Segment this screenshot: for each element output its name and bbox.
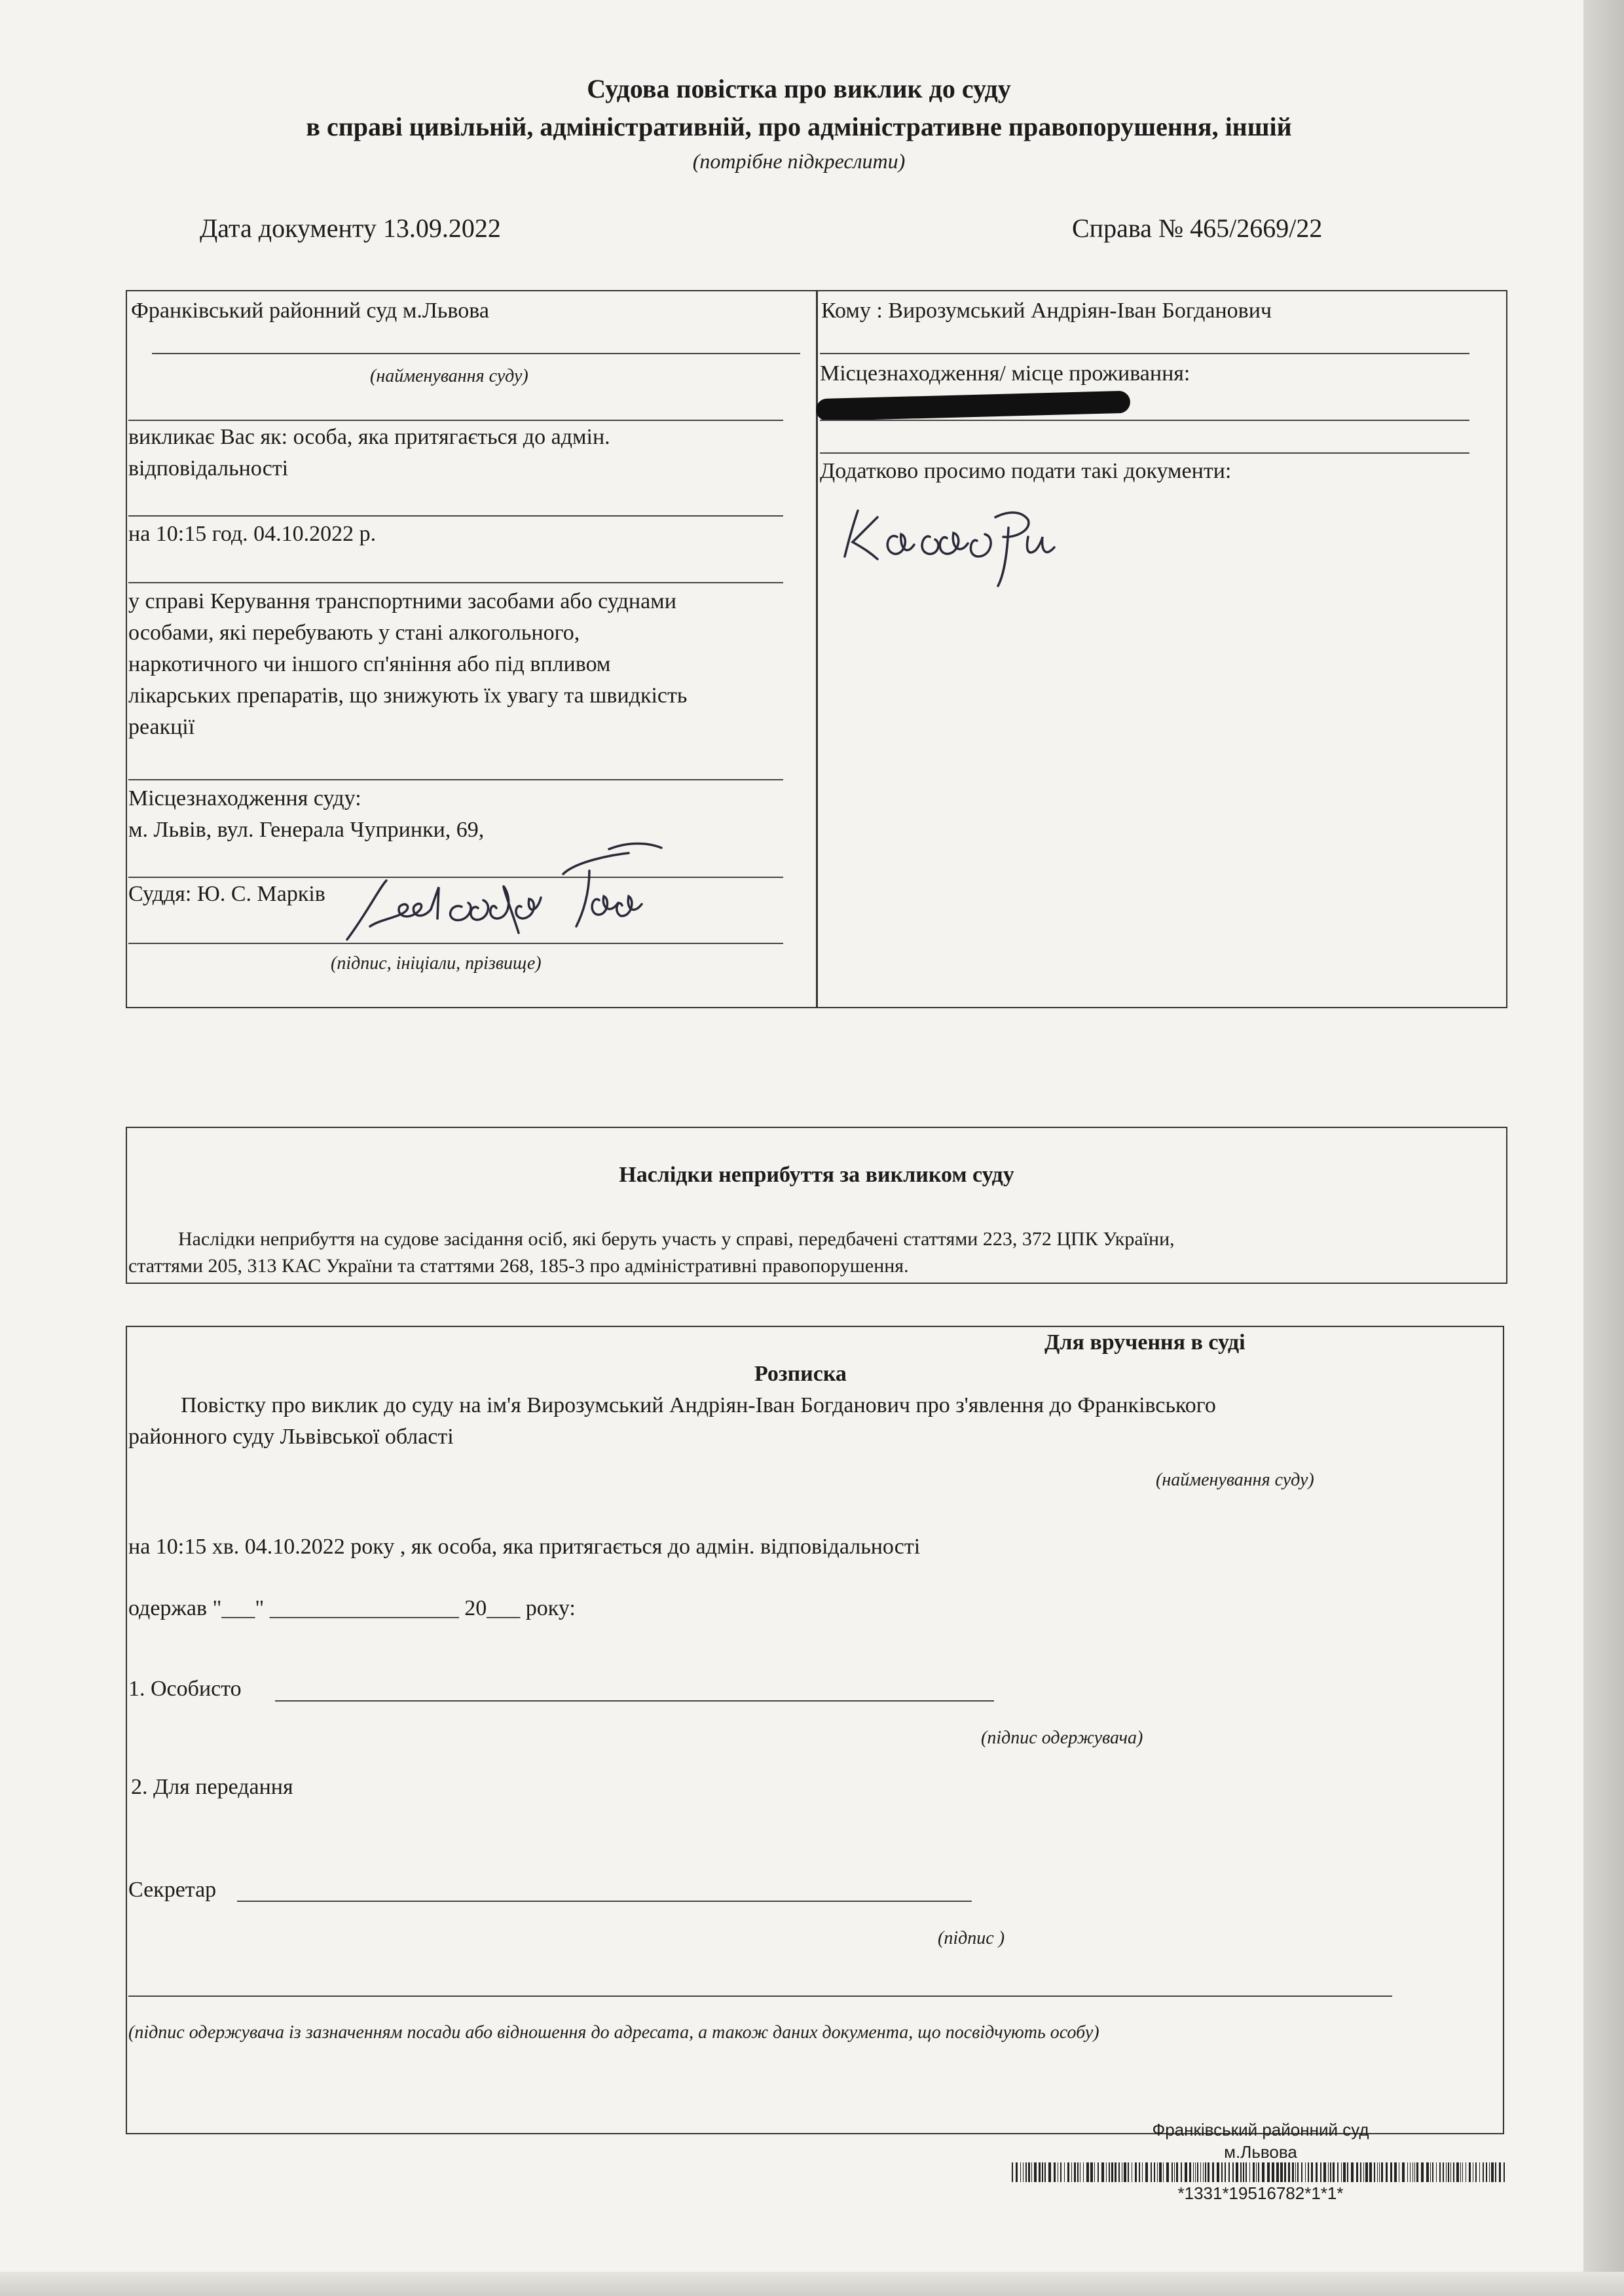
receipt-line-2: районного суду Львівської області: [128, 1425, 454, 1449]
secretary-signature-line: [237, 1901, 972, 1902]
case-subject-line-1: у справі Керування транспортними засобами або суднами: [128, 589, 676, 613]
page-bottom-shadow: [0, 2272, 1624, 2296]
underline-note: (потрібне підкреслити): [692, 149, 906, 173]
for-court-label: Для вручення в суді: [1044, 1330, 1246, 1355]
extra-documents-label: Додатково просимо подати такі документи:: [820, 459, 1232, 483]
summons-as-line-2: відповідальності: [128, 456, 289, 481]
court-name-caption: (найменування суду): [370, 366, 528, 386]
secretary-label: Секретар: [128, 1878, 217, 1902]
case-subject-line-3: наркотичного чи іншого сп'яніння або під впливом: [128, 652, 611, 676]
case-subject-line-5: реакції: [128, 715, 195, 739]
court-name-line: [152, 353, 800, 354]
receipt-hearing-time: на 10:15 хв. 04.10.2022 року , як особа, яка притягається до адмін. відповідальності: [128, 1535, 921, 1559]
title-line-2: в справі цивільній, адміністративній, про адміністративне правопорушення, іншій: [306, 112, 1292, 141]
case-subject-line-2: особами, які перебувають у стані алкогольного,: [128, 621, 580, 645]
page-edge-shadow: [1583, 0, 1624, 2296]
personal-label: 1. Особисто: [128, 1677, 242, 1701]
case-number: Справа № 465/2669/22: [1072, 213, 1323, 243]
separator-line-2: [128, 515, 783, 517]
consequences-heading: Наслідки неприбуття за викликом суду: [619, 1163, 1014, 1187]
barcode-number: *1331*19516782*1*1*: [1177, 2183, 1344, 2203]
secretary-signature-caption: (підпис ): [938, 1928, 1005, 1948]
hearing-time: на 10:15 год. 04.10.2022 р.: [128, 522, 377, 546]
transfer-label: 2. Для передання: [131, 1775, 293, 1799]
recipient-details-line: [128, 1995, 1392, 1997]
court-location-label: Місцезнаходження суду:: [128, 786, 361, 811]
separator-line-1: [128, 420, 783, 421]
received-date-line: одержав "___" _________________ 20___ року:: [128, 1596, 576, 1620]
column-divider: [816, 290, 818, 1008]
case-subject-line-4: лікарських препаратів, що знижують їх увагу та швидкість: [128, 683, 688, 708]
stamp-court-line-1: Франківський районний суд: [1152, 2120, 1369, 2140]
recipient-signature-caption: (підпис одержувача): [981, 1728, 1143, 1748]
separator-line-4: [128, 779, 783, 780]
barcode-image: [1012, 2162, 1509, 2183]
recipient-details-caption: (підпис одержувача із зазначенням посади або відношення до адресата, а також даних документа, що посвідчують особу): [128, 2022, 1099, 2043]
court-location-value: м. Львів, вул. Генерала Чупринки, 69,: [128, 818, 485, 842]
address-line-1: [820, 420, 1469, 421]
summons-as-line-1: викликає Вас як: особа, яка притягається до адмін.: [128, 425, 610, 449]
handwritten-documents-image: [832, 491, 1080, 589]
address-line-2: [820, 452, 1469, 454]
separator-line-3: [128, 582, 783, 583]
receipt-court-caption: (найменування суду): [1156, 1470, 1314, 1490]
stamp-court-line-2: м.Львова: [1224, 2142, 1297, 2162]
receipt-heading: Розписка: [754, 1362, 847, 1386]
receipt-line-1: Повістку про виклик до суду на ім'я Вирозумський Андріян-Іван Богданович про з'явлення до Франківського: [181, 1393, 1216, 1417]
recipient-line: [820, 353, 1469, 354]
judge-signature-image: [341, 835, 720, 953]
consequences-text-line-1: Наслідки неприбуття на судове засідання осіб, які беруть участь у справі, передбачені статтями 223, 372 ЦПК України,: [178, 1228, 1175, 1250]
personal-signature-line: [275, 1700, 994, 1702]
address-label: Місцезнаходження/ місце проживання:: [820, 361, 1190, 386]
recipient-label: Кому : Вирозумський Андріян-Іван Богданович: [821, 299, 1272, 323]
consequences-text-line-2: статтями 205, 313 КАС України та статтями 268, 185-3 про адміністративні правопорушення.: [128, 1255, 909, 1277]
signature-caption: (підпис, ініціали, прізвище): [331, 953, 542, 974]
document-date: Дата документу 13.09.2022: [200, 213, 501, 243]
court-name: Франківський районний суд м.Львова: [131, 299, 489, 323]
title-line-1: Судова повістка про виклик до суду: [587, 74, 1011, 103]
judge-label: Суддя: Ю. С. Марків: [128, 882, 325, 906]
